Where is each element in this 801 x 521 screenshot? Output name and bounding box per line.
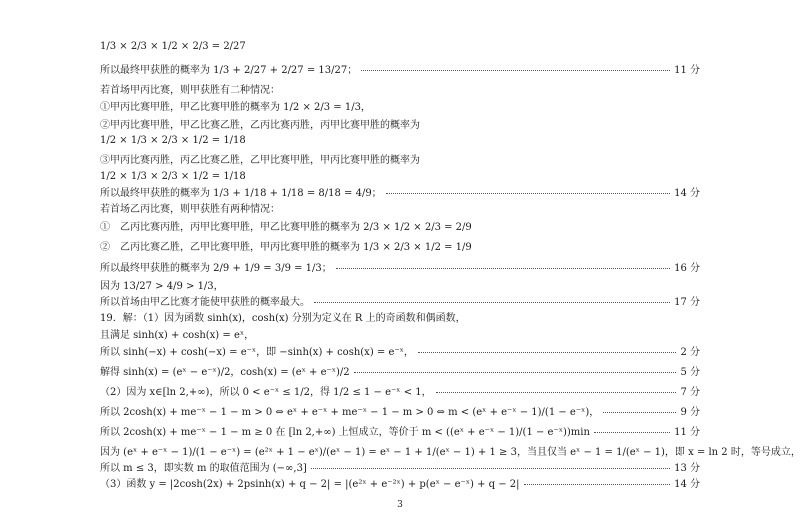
line-text: ②甲丙比赛甲胜，甲乙比赛乙胜，乙丙比赛丙胜，丙甲比赛甲胜的概率为 — [100, 119, 420, 131]
line-text: 若首场乙丙比赛，则甲获胜有两种情况： — [100, 203, 280, 215]
line-text: 所以 m ≤ 3，即实数 m 的取值范围为 (−∞,3] — [100, 462, 307, 474]
text-line — [100, 237, 700, 253]
line-text: 1/3 × 2/3 × 1/2 × 2/3 = 2/27 — [100, 40, 246, 52]
text-line — [100, 183, 700, 199]
text-line — [100, 38, 700, 54]
line-text: （3）函数 y = |2cosh(2x) + 2psinh(x) + q − 2| = |(e²ˣ + e⁻²ˣ) + p(eˣ − e⁻ˣ) + q − 2| — [100, 478, 520, 490]
line-text: 解得 sinh(x) = (eˣ − e⁻ˣ)/2，cosh(x) = (eˣ + e⁻ˣ)/2 — [100, 366, 350, 378]
line-text: 所以 2cosh(x) + me⁻ˣ − 1 − m ≥ 0 在 [ln 2,+∞) 上恒成立，等价于 m < ((eˣ + e⁻ˣ − 1)/(1 − e⁻ˣ))min — [100, 426, 590, 438]
text-line — [100, 80, 700, 96]
leader-dots — [386, 193, 670, 194]
text-line — [100, 474, 700, 490]
leader-dots — [594, 432, 670, 433]
leader-dots — [524, 484, 671, 485]
leader-dots — [361, 70, 670, 71]
line-text: 且满足 sinh(x) + cosh(x) = eˣ， — [100, 329, 255, 341]
line-text: （2）因为 x∈[ln 2,+∞)，所以 0 < e⁻ˣ ≤ 1/2，得 1/2 ≤ 1 − e⁻ˣ < 1， — [100, 386, 432, 398]
line-text: ① 乙丙比赛丙胜，丙甲比赛甲胜，甲乙比赛甲胜的概率为 2/3 × 1/2 × 2/3 = 2/9 — [100, 221, 472, 233]
line-text: 19．解：（1）因为函数 sinh(x)，cosh(x) 分别为定义在 R 上的奇函数和偶函数， — [100, 312, 466, 324]
leader-dots — [418, 352, 677, 353]
score-label: 16 分 — [674, 262, 700, 274]
text-line — [100, 308, 700, 324]
score-label: 17 分 — [674, 296, 700, 308]
leader-dots — [354, 372, 677, 373]
leader-dots — [336, 268, 670, 269]
line-text: ③甲丙比赛丙胜，丙乙比赛乙胜，乙甲比赛甲胜，甲丙比赛甲胜的概率为 — [100, 154, 420, 166]
line-text: ② 乙丙比赛乙胜，乙甲比赛甲胜，甲丙比赛甲胜的概率为 1/3 × 2/3 × 1/2 = 1/9 — [100, 241, 472, 253]
leader-dots — [436, 392, 677, 393]
text-line — [100, 217, 700, 233]
line-text: ①甲丙比赛甲胜，甲乙比赛甲胜的概率为 1/2 × 2/3 = 1/3， — [100, 101, 371, 113]
score-label: 11 分 — [674, 426, 700, 438]
text-line — [100, 422, 700, 438]
score-label: 5 分 — [680, 366, 700, 378]
line-text: 若首场甲丙比赛，则甲获胜有二种情况： — [100, 84, 280, 96]
text-line — [100, 442, 801, 458]
page-number: 3 — [397, 500, 403, 510]
text-line — [100, 276, 700, 292]
leader-dots — [314, 302, 670, 303]
score-label: 7 分 — [680, 386, 700, 398]
score-label: 13 分 — [674, 462, 700, 474]
text-line — [100, 325, 700, 341]
line-text: 所以 2cosh(x) + me⁻ˣ − 1 − m > 0 ⇔ eˣ + e⁻ˣ + me⁻ˣ − 1 − m > 0 ⇔ m < (eˣ + e⁻ˣ − 1)/(1 − e⁻ˣ)， — [100, 406, 600, 418]
text-line — [100, 115, 700, 131]
line-text: 因为 13/27 > 4/9 > 1/3， — [100, 280, 224, 292]
line-text: 因为 (eˣ + e⁻ˣ − 1)/(1 − e⁻ˣ) = (e²ˣ + 1 − eˣ)/(eˣ − 1) = eˣ − 1 + 1/(eˣ − 1) + 1 ≥ 3，当且仅当 eˣ − 1 = 1/(eˣ − 1)，即 x = ln 2 时，等号成立， — [100, 446, 801, 458]
leader-dots — [603, 412, 676, 413]
text-line — [100, 362, 700, 378]
text-line — [100, 458, 700, 474]
text-line — [100, 342, 700, 358]
text-line — [100, 199, 700, 215]
text-line — [100, 132, 700, 148]
score-label: 11 分 — [674, 64, 700, 76]
line-text: 1/2 × 1/3 × 2/3 × 1/2 = 1/18 — [100, 134, 246, 146]
leader-dots — [311, 468, 670, 469]
score-label: 2 分 — [680, 346, 700, 358]
line-text: 所以最终甲获胜的概率为 1/3 + 1/18 + 1/18 = 8/18 = 4/9； — [100, 187, 382, 199]
line-text: 所以最终甲获胜的概率为 1/3 + 2/27 + 2/27 = 13/27； — [100, 64, 358, 76]
text-line — [100, 402, 700, 418]
line-text: 所以首场由甲乙比赛才能使甲获胜的概率最大。 — [100, 296, 310, 308]
score-label: 14 分 — [674, 187, 700, 199]
line-text: 1/2 × 1/3 × 2/3 × 1/2 = 1/18 — [100, 170, 246, 182]
text-line — [100, 168, 700, 184]
text-line — [100, 382, 700, 398]
text-line — [100, 60, 700, 76]
text-line — [100, 150, 700, 166]
score-label: 14 分 — [674, 478, 700, 490]
line-text: 所以最终甲获胜的概率为 2/9 + 1/9 = 3/9 = 1/3； — [100, 262, 332, 274]
text-line — [100, 292, 700, 308]
score-label: 9 分 — [680, 406, 700, 418]
text-line — [100, 97, 700, 113]
text-line — [100, 258, 700, 274]
line-text: 所以 sinh(−x) + cosh(−x) = e⁻ˣ，即 −sinh(x) + cosh(x) = e⁻ˣ， — [100, 346, 414, 358]
